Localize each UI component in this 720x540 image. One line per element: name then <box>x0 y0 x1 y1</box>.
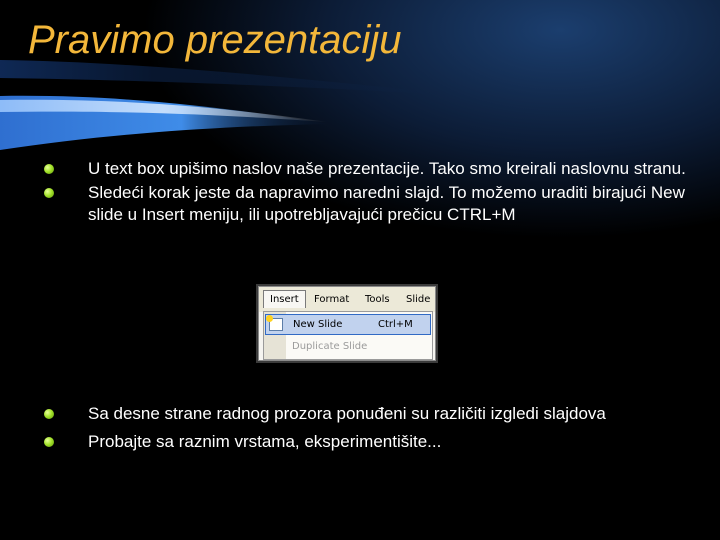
bullet-item <box>44 431 704 453</box>
bullet-text: Sledeći korak jeste da napravimo naredni slajd. To možemo uraditi birajući New slide u Insert meniju, ili upotrebljavajući prečicu CTRL+M <box>88 183 685 224</box>
bullet-icon <box>44 164 54 174</box>
bullet-icon <box>44 437 54 447</box>
insert-dropdown <box>263 311 433 360</box>
menu-tools[interactable]: Tools <box>365 294 390 305</box>
bullet-icon <box>44 409 54 419</box>
bullet-list-bottom <box>44 403 704 459</box>
menu-bar <box>259 287 435 312</box>
menu-format[interactable]: Format <box>314 294 350 305</box>
bullet-item <box>44 158 704 180</box>
new-slide-icon <box>269 318 283 331</box>
menu-item-label: New Slide <box>293 319 343 330</box>
bullet-text: Probajte sa raznim vrstama, eksperimentišite... <box>88 432 442 451</box>
menu-item-shortcut: Ctrl+M <box>378 319 413 330</box>
menu-slide[interactable]: Slide <box>406 294 431 305</box>
bullet-icon <box>44 188 54 198</box>
bullet-item <box>44 403 704 425</box>
bullet-item <box>44 182 704 226</box>
slide-title: Pravimo prezentaciju <box>28 18 402 62</box>
insert-menu-screenshot <box>258 286 436 361</box>
bullet-text: Sa desne strane radnog prozora ponuđeni su različiti izgledi slajdova <box>88 404 606 423</box>
menu-insert[interactable]: Insert <box>263 290 306 308</box>
bullet-list-top <box>44 158 704 228</box>
menu-item-new-slide[interactable] <box>265 314 431 335</box>
menu-item-duplicate-slide[interactable]: Duplicate Slide <box>292 341 368 352</box>
bullet-text: U text box upišimo naslov naše prezentacije. Tako smo kreirali naslovnu stranu. <box>88 159 686 178</box>
